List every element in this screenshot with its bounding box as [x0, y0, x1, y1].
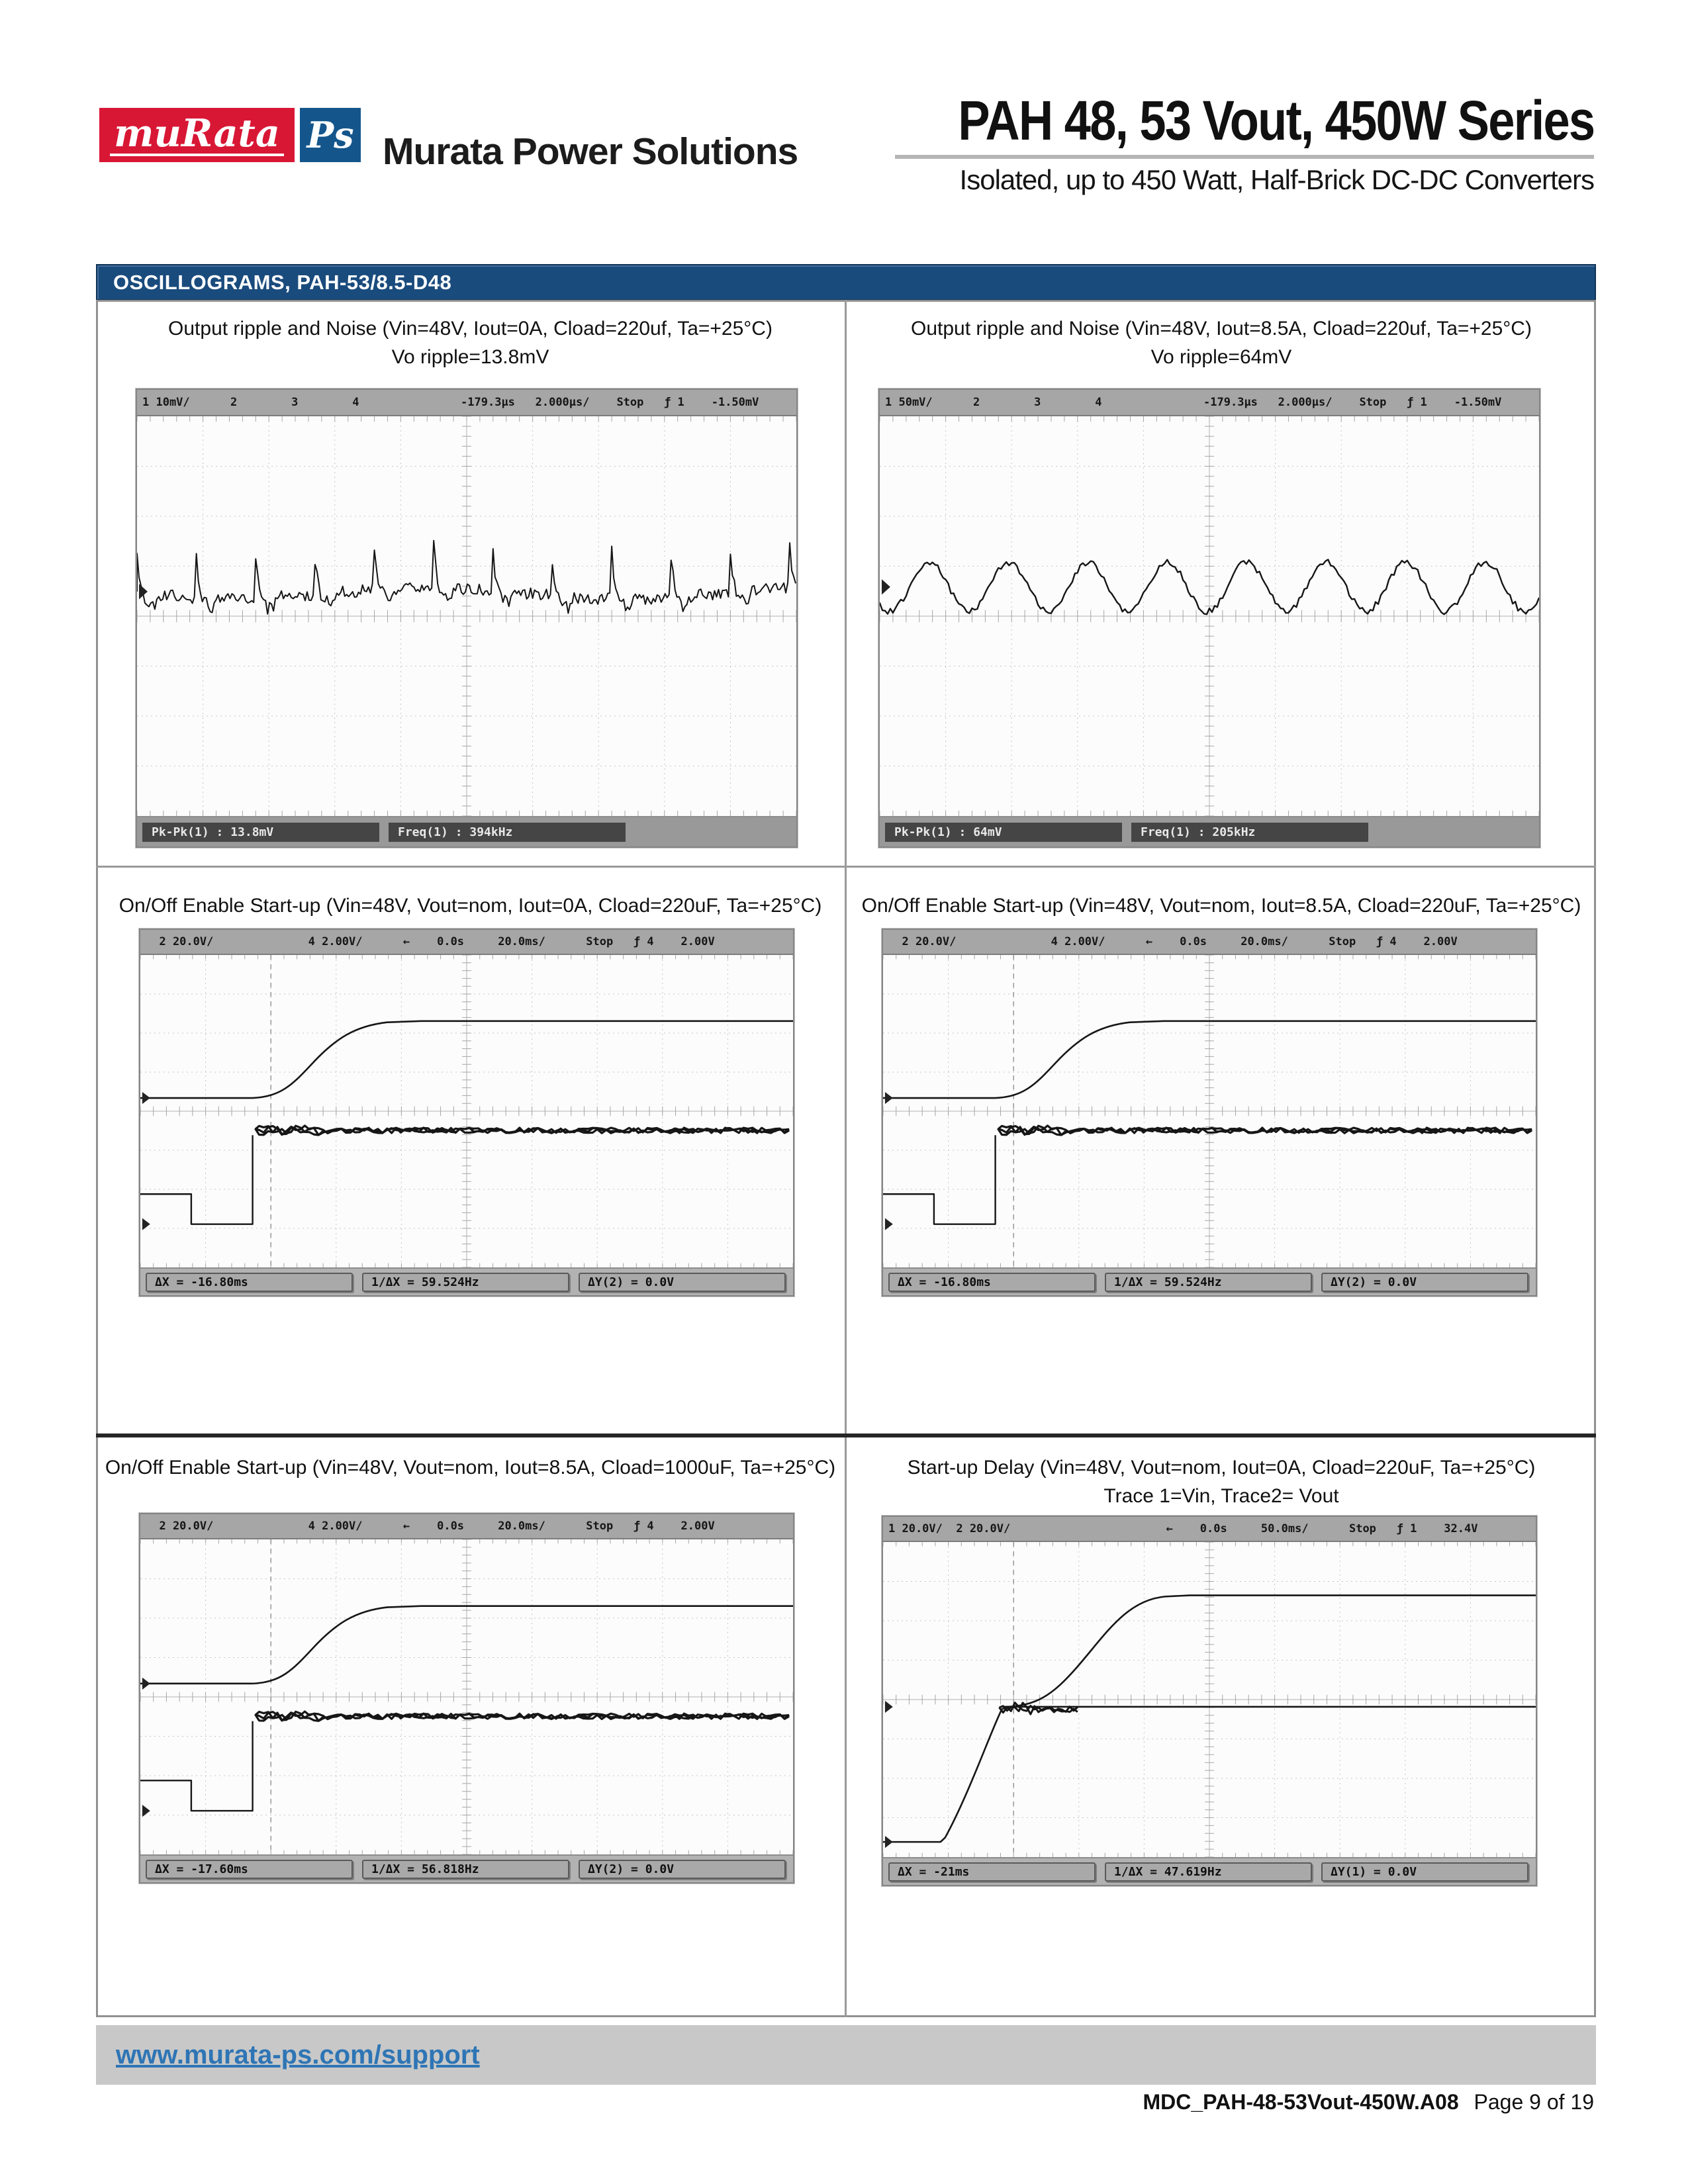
measurement-readout: ΔY(1) = 0.0V	[1321, 1862, 1528, 1882]
measurement-readout: Pk-Pk(1) : 13.8mV	[142, 823, 379, 842]
page-subtitle: Isolated, up to 450 Watt, Half-Brick DC-DC Converters	[959, 164, 1594, 195]
oscillogram-cell	[96, 304, 845, 866]
scope-measurements	[140, 1269, 793, 1295]
measurement-readout: ΔX = -16.80ms	[146, 1273, 353, 1292]
scope-caption	[96, 1453, 845, 1482]
oscillogram-cell	[847, 304, 1596, 866]
caption-line1: On/Off Enable Start-up (Vin=48V, Vout=nom, Iout=8.5A, Cload=1000uF, Ta=+25°C)	[105, 1457, 836, 1479]
caption-line1: Output ripple and Noise (Vin=48V, Iout=8.5A, Cload=220uf, Ta=+25°C)	[911, 318, 1532, 340]
scope-caption	[96, 891, 845, 920]
measurement-readout: 1/ΔX = 59.524Hz	[362, 1273, 569, 1292]
scope-settings-bar: 2 20.0V/ 4 2.00V/ ← 0.0s 20.0ms/ Stop ƒ 4 2.00V	[140, 1514, 793, 1539]
caption-line2: Trace 1=Vin, Trace2= Vout	[1103, 1485, 1339, 1507]
measurement-readout: ΔX = -17.60ms	[146, 1860, 353, 1879]
oscilloscope-screenshot	[882, 1516, 1537, 1886]
oscillogram-cell	[847, 1437, 1596, 2017]
measurement-readout: ΔY(2) = 0.0V	[579, 1273, 786, 1292]
scope-waveform	[137, 416, 796, 816]
scope-settings-bar: 1 20.0V/ 2 20.0V/ ← 0.0s 50.0ms/ Stop ƒ 1 32.4V	[883, 1517, 1536, 1542]
scope-measurements	[883, 1269, 1536, 1295]
scope-waveform	[880, 416, 1539, 816]
scope-measurements	[880, 817, 1539, 846]
oscilloscope-screenshot	[136, 388, 798, 848]
ps-logo-text: Ps	[306, 114, 354, 156]
scope-settings-bar: 2 20.0V/ 4 2.00V/ ← 0.0s 20.0ms/ Stop ƒ 4 2.00V	[883, 930, 1536, 955]
footer-bar	[96, 2025, 1596, 2085]
oscilloscope-screenshot	[139, 1513, 794, 1884]
measurement-readout: 1/ΔX = 47.619Hz	[1105, 1862, 1312, 1882]
section-header	[96, 264, 1596, 300]
murata-logo	[99, 108, 295, 162]
scope-graticule	[883, 955, 1536, 1269]
document-id: MDC_PAH-48-53Vout-450W.A08	[1143, 2090, 1459, 2114]
scope-graticule	[880, 416, 1539, 817]
oscilloscope-screenshot	[878, 388, 1540, 848]
scope-graticule	[140, 955, 793, 1269]
scope-graticule	[883, 1542, 1536, 1858]
company-name: Murata Power Solutions	[383, 130, 798, 173]
page-title: PAH 48, 53 Vout, 450W Series	[958, 89, 1594, 152]
murata-logo-text: muRata	[110, 114, 284, 156]
caption-line1: On/Off Enable Start-up (Vin=48V, Vout=nom, Iout=8.5A, Cload=220uF, Ta=+25°C)	[861, 895, 1581, 917]
measurement-readout: 1/ΔX = 59.524Hz	[1105, 1273, 1312, 1292]
measurement-readout: ΔX = -16.80ms	[888, 1273, 1096, 1292]
scope-caption	[847, 314, 1596, 371]
scope-settings-bar: 1 10mV/ 2 3 4 -179.3µs 2.000µs/ Stop ƒ 1 -1.50mV	[137, 390, 796, 416]
scope-caption	[847, 891, 1596, 920]
measurement-readout: ΔY(2) = 0.0V	[1321, 1273, 1528, 1292]
measurement-readout: ΔY(2) = 0.0V	[579, 1860, 786, 1879]
caption-line2: Vo ripple=64mV	[1150, 346, 1292, 368]
oscilloscope-screenshot	[139, 929, 794, 1297]
caption-line1: Output ripple and Noise (Vin=48V, Iout=0A, Cload=220uf, Ta=+25°C)	[168, 318, 773, 340]
oscillogram-cell	[96, 1437, 845, 2017]
scope-waveform	[883, 955, 1536, 1267]
scope-waveform	[140, 1539, 793, 1854]
title-divider	[895, 155, 1594, 159]
document-id-line	[1143, 2090, 1594, 2115]
support-link[interactable]: www.murata-ps.com/support	[116, 2040, 480, 2070]
scope-settings-bar: 2 20.0V/ 4 2.00V/ ← 0.0s 20.0ms/ Stop ƒ 4 2.00V	[140, 930, 793, 955]
scope-measurements	[137, 817, 796, 846]
scope-measurements	[883, 1858, 1536, 1885]
caption-line1: Start-up Delay (Vin=48V, Vout=nom, Iout=0A, Cload=220uF, Ta=+25°C)	[907, 1457, 1536, 1479]
scope-measurements	[140, 1856, 793, 1882]
measurement-readout: Pk-Pk(1) : 64mV	[885, 823, 1122, 842]
oscillogram-cell	[847, 868, 1596, 1433]
scope-waveform	[140, 955, 793, 1267]
section-title: OSCILLOGRAMS, PAH-53/8.5-D48	[113, 270, 452, 294]
scope-caption	[847, 1453, 1596, 1510]
measurement-readout: ΔX = -21ms	[888, 1862, 1096, 1882]
page-number: Page 9 of 19	[1474, 2090, 1594, 2114]
measurement-readout: Freq(1) : 205kHz	[1131, 823, 1368, 842]
scope-graticule	[137, 416, 796, 817]
measurement-readout: Freq(1) : 394kHz	[389, 823, 626, 842]
oscillogram-cell	[96, 868, 845, 1433]
measurement-readout: 1/ΔX = 56.818Hz	[362, 1860, 569, 1879]
scope-graticule	[140, 1539, 793, 1856]
scope-caption	[96, 314, 845, 371]
oscilloscope-screenshot	[882, 929, 1537, 1297]
scope-settings-bar: 1 50mV/ 2 3 4 -179.3µs 2.000µs/ Stop ƒ 1 -1.50mV	[880, 390, 1539, 416]
scope-waveform	[883, 1542, 1536, 1857]
ps-logo	[300, 108, 361, 162]
caption-line1: On/Off Enable Start-up (Vin=48V, Vout=nom, Iout=0A, Cload=220uF, Ta=+25°C)	[118, 895, 822, 917]
caption-line2: Vo ripple=13.8mV	[391, 346, 549, 368]
